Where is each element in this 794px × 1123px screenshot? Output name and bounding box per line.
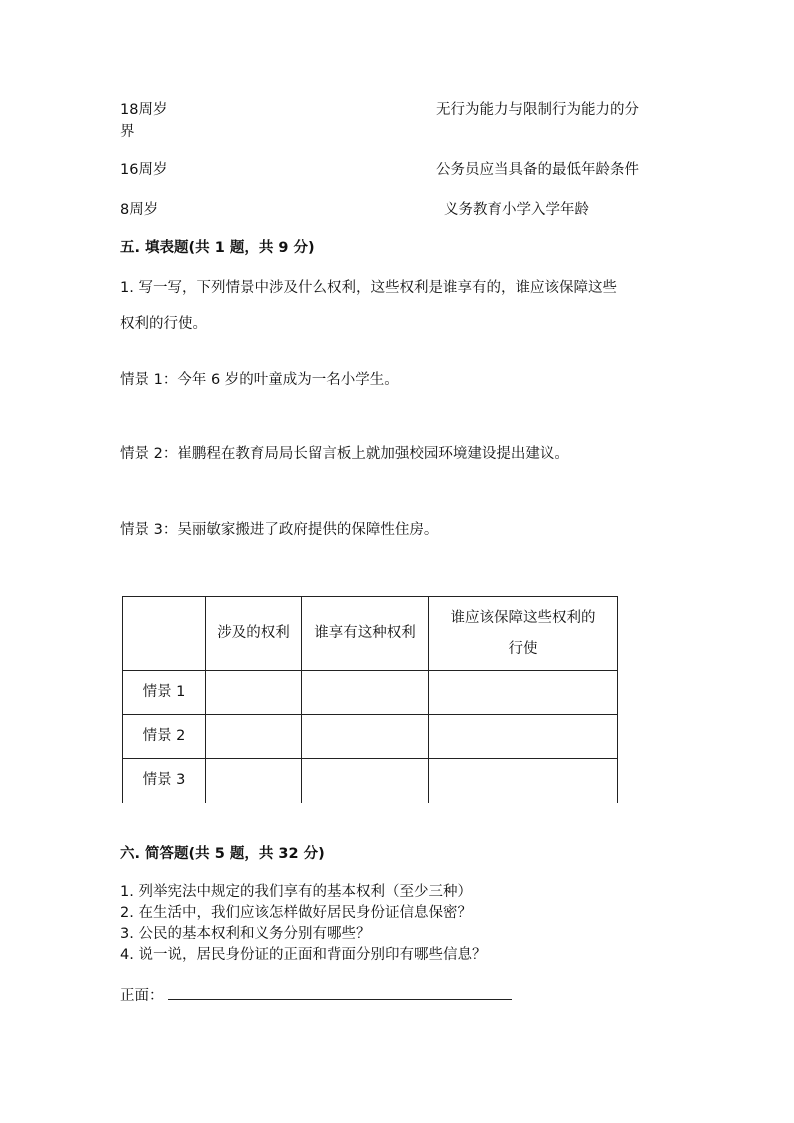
table-row-label: 情景 2 xyxy=(123,715,206,759)
section6-title: 六. 简答题(共 5 题，共 32 分) xyxy=(120,846,325,862)
match-right-2: 公务员应当具备的最低年龄条件 xyxy=(436,162,639,178)
answer-line-front[interactable] xyxy=(168,999,512,1000)
short-question-2: 2. 在生活中，我们应该怎样做好居民身份证信息保密？ xyxy=(120,905,472,921)
table-cell[interactable] xyxy=(206,671,302,715)
match-right-1-wrap: 界 xyxy=(120,124,135,140)
table-cell[interactable] xyxy=(429,715,618,759)
table-cell[interactable] xyxy=(302,715,429,759)
table-row-label: 情景 3 xyxy=(123,759,206,803)
table-cell[interactable] xyxy=(206,759,302,803)
table-header-rights: 涉及的权利 xyxy=(206,597,302,671)
short-question-1: 1. 列举宪法中规定的我们享有的基本权利（至少三种） xyxy=(120,884,472,900)
section5-question-cont: 权利的行使。 xyxy=(120,316,207,332)
section5-question: 1. 写一写，下列情景中涉及什么权利，这些权利是谁享有的，谁应该保障这些 xyxy=(120,280,617,296)
table-header-guarantor-line1: 谁应该保障这些权利的 xyxy=(450,609,596,626)
scenario-table xyxy=(122,596,618,803)
table-cell[interactable] xyxy=(302,671,429,715)
match-right-3: 义务教育小学入学年龄 xyxy=(444,202,589,218)
short-question-4: 4. 说一说，居民身份证的正面和背面分别印有哪些信息？ xyxy=(120,947,487,963)
table-header-empty xyxy=(123,597,206,671)
scenario-3: 情景 3：吴丽敏家搬进了政府提供的保障性住房。 xyxy=(120,522,439,538)
table-cell[interactable] xyxy=(302,759,429,803)
match-left-1: 18周岁 xyxy=(120,102,168,118)
table-row xyxy=(123,759,618,803)
short-question-3: 3. 公民的基本权利和义务分别有哪些？ xyxy=(120,926,371,942)
answer-label-front: 正面： xyxy=(120,988,164,1004)
match-left-3: 8周岁 xyxy=(120,202,159,218)
table-header-guarantor-line2: 行使 xyxy=(508,640,538,657)
scenario-1: 情景 1：今年 6 岁的叶童成为一名小学生。 xyxy=(120,372,399,388)
table-cell[interactable] xyxy=(206,715,302,759)
match-right-1: 无行为能力与限制行为能力的分 xyxy=(436,102,639,118)
table-header-row xyxy=(123,597,618,671)
table-cell[interactable] xyxy=(429,671,618,715)
scenario-2: 情景 2：崔鹏程在教育局局长留言板上就加强校园环境建设提出建议。 xyxy=(120,446,569,462)
table-row xyxy=(123,671,618,715)
match-left-2: 16周岁 xyxy=(120,162,168,178)
table-row-label: 情景 1 xyxy=(123,671,206,715)
section5-title: 五. 填表题(共 1 题，共 9 分) xyxy=(120,240,315,256)
table-header-guarantor xyxy=(429,597,618,671)
table-header-holder: 谁享有这种权利 xyxy=(302,597,429,671)
table-cell[interactable] xyxy=(429,759,618,803)
table-row xyxy=(123,715,618,759)
